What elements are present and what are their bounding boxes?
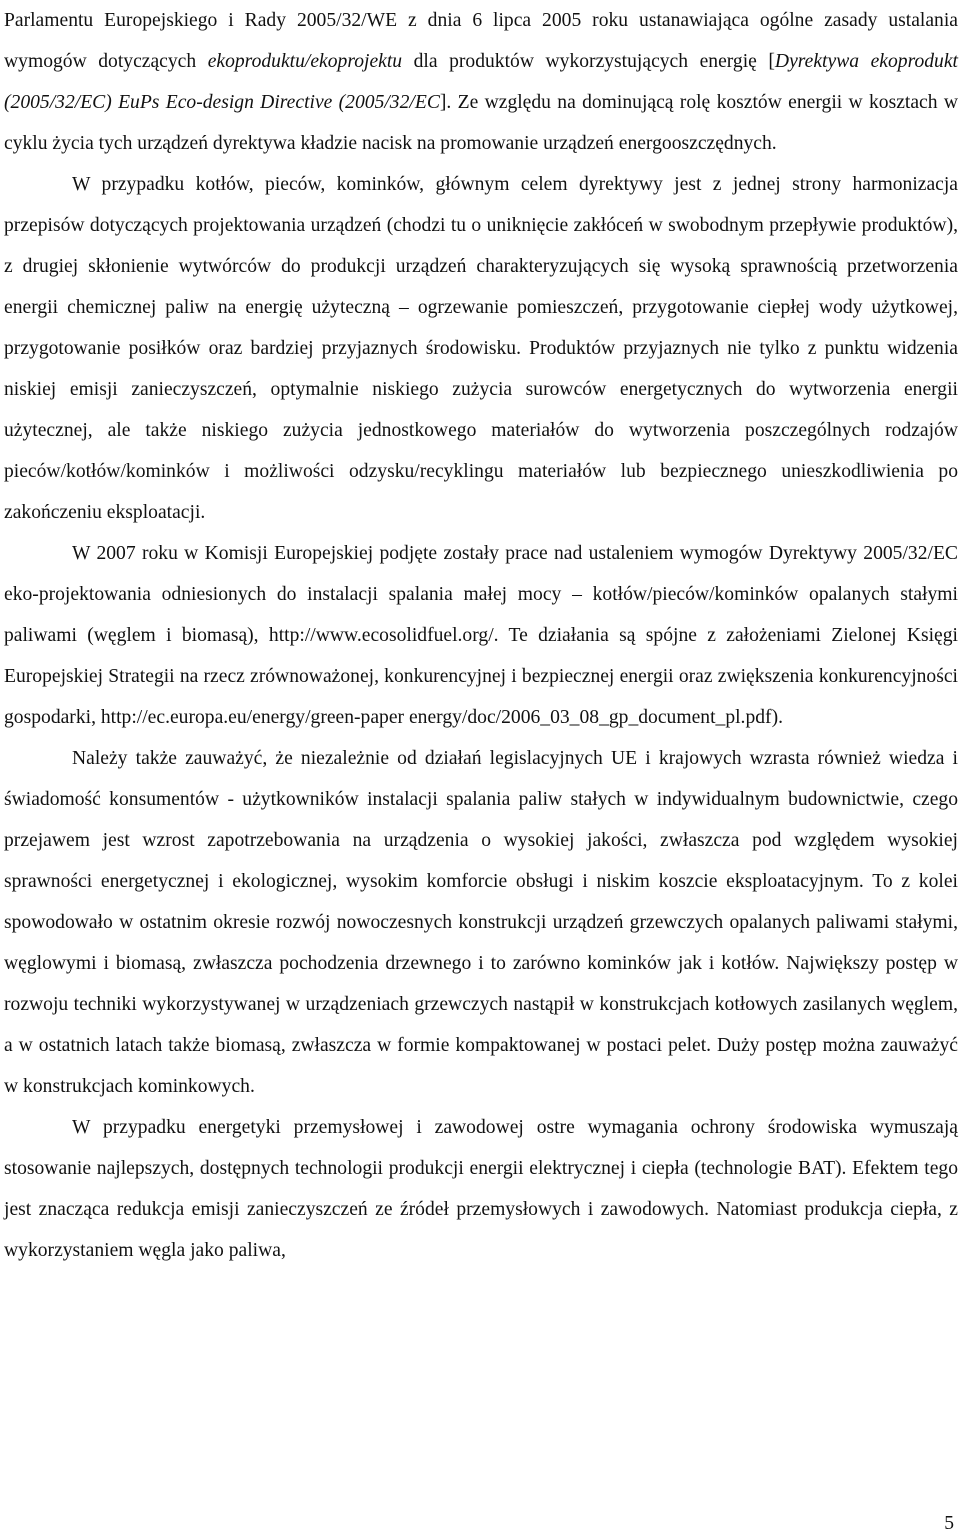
paragraph-1-italic-ecoproduct: ekoproduktu/ekoprojektu [207,51,403,72]
paragraph-1-italic-directive-name: Dyrektywa ekoprodukt (2005/32/EC) EuPs Eco-design Directive (2005/32/EC [4,51,958,113]
paragraph-1-text-a: Parlamentu Europejskiego i Rady 2005/32/WE z dnia 6 lipca 2005 roku ustanawiająca ogólne zasady ustalania wymogów dotyczących [4,10,958,72]
paragraph-directive-intro [4,0,958,164]
paragraph-consumer-awareness: Należy także zauważyć, że niezależnie od działań legislacyjnych UE i krajowych wzrasta również wiedza i świadomość konsumentów - użytkowników instalacji spalania paliw stałych w indywidualnym budownictwie, czego przejawem jest wzrost zapotrzebowania na urządzenia o wysokiej jakości, zwłaszcza pod względem wysokiej sprawności energetycznej i ekologicznej, wysokim komforcie obsługi i niskim koszcie eksploatacyjnym. To z kolei spowodowało w ostatnim okresie rozwój nowoczesnych konstrukcji urządzeń grzewczych opalanych paliwami stałymi, węglowymi i biomasą, zwłaszcza pochodzenia drzewnego i to zarówno kominków jak i kotłów. Największy postęp w rozwoju techniki wykorzystywanej w urządzeniach grzewczych nastąpił w konstrukcjach kotłowych zasilanych węglem, a w ostatnich latach także biomasą, zwłaszcza w formie kompaktowanej w postaci pelet. Duży postęp można zauważyć w konstrukcjach kominkowych. [4,748,958,1097]
body-text [4,0,958,1271]
paragraph-1-text-b: dla produktów wykorzystujących energię [ [402,51,775,72]
paragraph-boilers-directive-goal: W przypadku kotłów, pieców, kominków, głównym celem dyrektywy jest z jednej strony harmonizacja przepisów dotyczących projektowania urządzeń (chodzi tu o uniknięcie zakłóceń w swobodnym przepływie produktów), z drugiej skłonienie wytwórców do produkcji urządzeń charakteryzujących się wysoką sprawnością przetworzenia energii chemicznej paliw na energię użyteczną – ogrzewanie pomieszczeń, przygotowanie ciepłej wody użytkowej, przygotowanie posiłków oraz bardziej przyjaznych środowisku. Produktów przyjaznych nie tylko z punktu widzenia niskiej emisji zanieczyszczeń, optymalnie niskiego zużycia surowców energetycznych do wytworzenia energii użytecznej, ale także niskiego zużycia jednostkowego materiałów do wytworzenia poszczególnych rodzajów pieców/kotłów/kominków i możliwości odzysku/recyklingu materiałów lub bezpiecznego unieszkodliwienia po zakończeniu eksploatacji. [4,174,958,523]
page-number: 5 [944,1513,954,1534]
paragraph-1-text-c: ]. Ze względu na dominującą rolę kosztów energii w kosztach w cyklu życia tych urządzeń dyrektywa kładzie nacisk na promowanie urządzeń energooszczędnych. [4,92,958,154]
paragraph-industrial-energy: W przypadku energetyki przemysłowej i zawodowej ostre wymagania ochrony środowiska wymuszają stosowanie najlepszych, dostępnych technologii produkcji energii elektrycznej i ciepła (technologie BAT). Efektem tego jest znacząca redukcja emisji zanieczyszczeń ze źródeł przemysłowych i zawodowych. Natomiast produkcja ciepła, z wykorzystaniem węgla jako paliwa, [4,1117,958,1261]
paragraph-ecodesign-work-2007: W 2007 roku w Komisji Europejskiej podjęte zostały prace nad ustaleniem wymogów Dyrektywy 2005/32/EC eko-projektowania odniesionych do instalacji spalania małej mocy – kotłów/pieców/kominków opalanych stałymi paliwami (węglem i biomasą), http://www.ecosolidfuel.org/. Te działania są spójne z założeniami Zielonej Księgi Europejskiej Strategii na rzecz zrównoważonej, konkurencyjnej i bezpiecznej energii oraz zwiększenia konkurencyjności gospodarki, http://ec.europa.eu/energy/green-paper energy/doc/2006_03_08_gp_document_pl.pdf). [4,543,958,728]
